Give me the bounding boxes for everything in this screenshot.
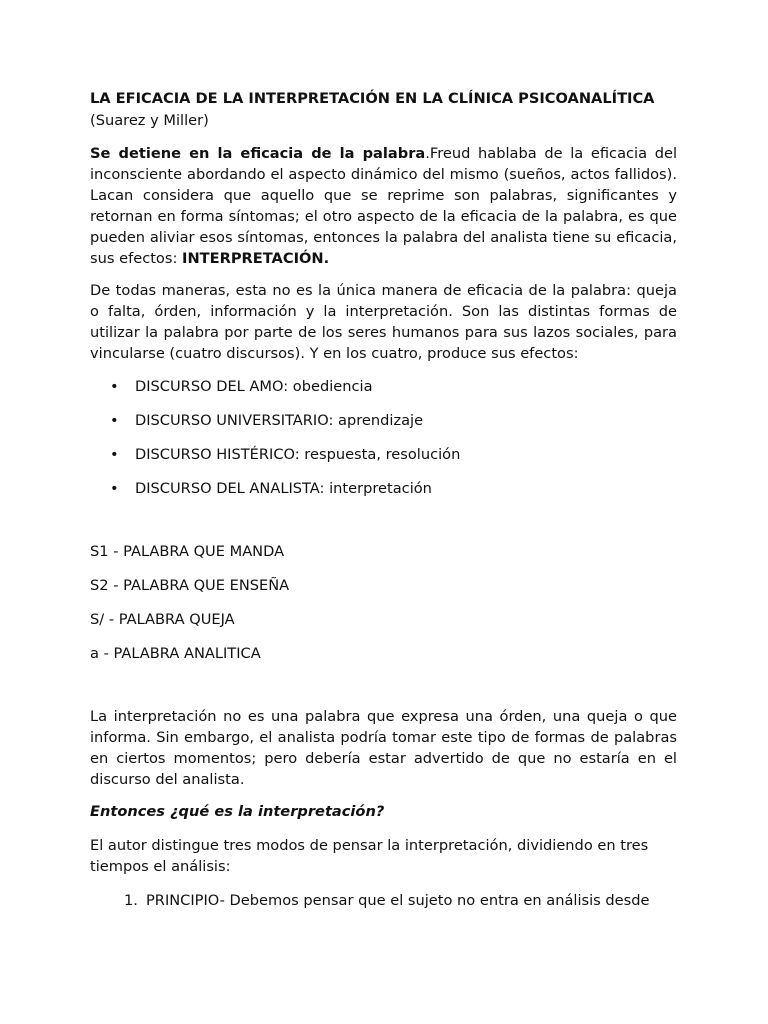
code-line: S2 - PALABRA QUE ENSEÑA — [90, 577, 290, 594]
document-authors: (Suarez y Miller) — [90, 112, 209, 129]
bullet-icon: • — [110, 446, 119, 463]
list-item-text: DISCURSO UNIVERSITARIO: aprendizaje — [135, 412, 424, 429]
list-item — [90, 444, 677, 465]
list-item — [90, 410, 677, 431]
paragraph-lead-bold: Se detiene en la eficacia de la palabra — [90, 145, 426, 162]
list-item-text: DISCURSO DEL ANALISTA: interpretación — [135, 480, 432, 497]
code-line: S1 - PALABRA QUE MANDA — [90, 543, 285, 560]
list-item-text: DISCURSO HISTÉRICO: respuesta, resolución — [135, 446, 461, 463]
paragraph-eficacia — [90, 143, 677, 269]
list-item — [90, 478, 677, 499]
list-item-text: DISCURSO DEL AMO: obediencia — [135, 378, 373, 395]
bullet-icon: • — [110, 378, 119, 395]
document-page — [90, 88, 677, 911]
document-title: LA EFICACIA DE LA INTERPRETACIÓN EN LA CLÍNICA PSICOANALÍTICA — [90, 90, 655, 107]
code-line: S/ - PALABRA QUEJA — [90, 611, 235, 628]
section-question: Entonces ¿qué es la interpretación? — [90, 803, 385, 820]
numbered-item — [90, 890, 677, 911]
item-text: PRINCIPIO- Debemos pensar que el sujeto no entra en análisis desde — [146, 892, 650, 909]
bullet-icon: • — [110, 412, 119, 429]
paragraph-interpretacion: La interpretación no es una palabra que expresa una órden, una queja o que informa. Sin embargo, el analista podría tomar este tipo de formas de palabras en ciertos momentos; pero debería estar advertido de que no estaría en el discurso del analista. — [90, 708, 677, 788]
item-number: 1. — [124, 892, 138, 909]
paragraph-modos: El autor distingue tres modos de pensar la interpretación, dividiendo en tres tiempos el análisis: — [90, 837, 649, 875]
bullet-icon: • — [110, 480, 119, 497]
paragraph-end-bold: INTERPRETACIÓN. — [182, 250, 330, 267]
list-item — [90, 376, 677, 397]
discourse-list — [90, 376, 677, 499]
code-list — [90, 541, 677, 664]
paragraph-body: .Freud hablaba de la eficacia del inconsciente abordando el aspecto dinámico del mismo (sueños, actos fallidos). Lacan considera que aquello que se reprime son palabras, significantes y retornan en forma síntomas; el otro aspecto de la eficacia de la palabra, es que pueden aliviar esos síntomas, entonces la palabra del analista tiene su eficacia, sus efectos: — [90, 145, 677, 267]
paragraph-formas: De todas maneras, esta no es la única manera de eficacia de la palabra: queja o falta, órden, información y la interpretación. Son las distintas formas de utilizar la palabra por parte de los seres humanos para sus lazos sociales, para vincularse (cuatro discursos). Y en los cuatro, produce sus efectos: — [90, 282, 677, 362]
code-line: a - PALABRA ANALITICA — [90, 645, 261, 662]
numbered-list — [90, 890, 677, 911]
